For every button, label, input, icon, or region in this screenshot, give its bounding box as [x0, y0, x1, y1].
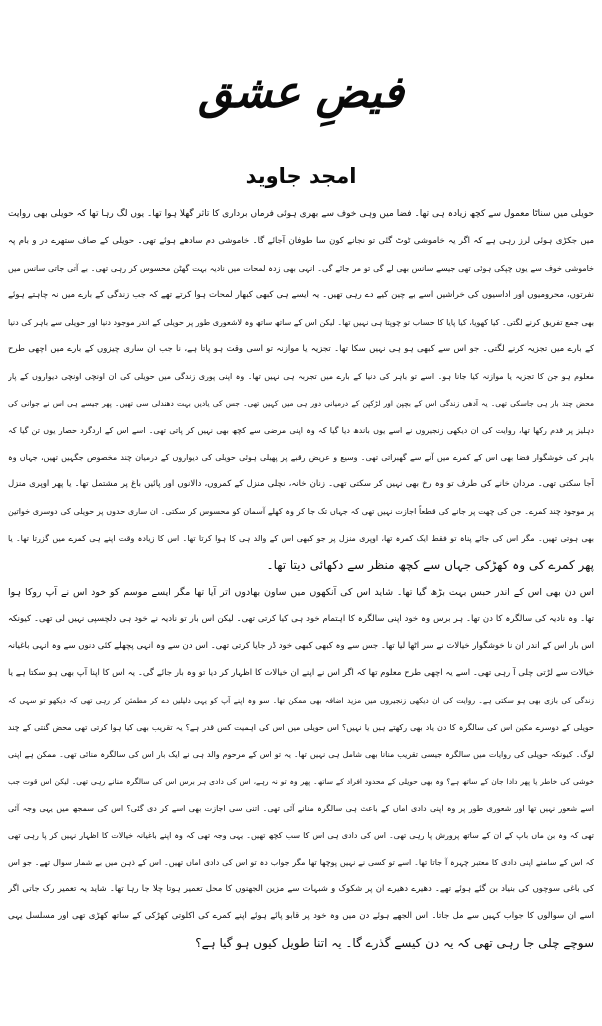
text-line: محض چند بار ہی جاسکی تھی۔ یہ آدھی زندگی اس کے بچپن اور لڑکپن کے درمیانی دور ہی میں کہیں تھی۔ جس کی یادیں بہت دھندلی سی تھیں۔ پھر جیسے ہی اس نے جوانی کی: [8, 399, 594, 408]
story-title: فیضِ عشق: [198, 67, 404, 118]
text-line: معلوم ہو جن کا تجزیہ یا موازنہ کیا جانا ہو۔ اسے تو باہر کی دنیا کے بارے میں تجربہ ہی نہیں تھا۔ وہ اپنی پوری زندگی میں حویلی کی ان اونچی اونچی دیواروں کے پار: [8, 372, 594, 381]
text-line: پھر کمرے کی وہ کھڑکی جہاں سے کچھ منظر سے دکھائی دیتا تھا۔: [266, 558, 594, 572]
paragraph: [8, 579, 594, 957]
text-line: لوگ۔ کیونکہ حویلی کی روایات میں سالگرہ جیسی تقریب منانا بھی شامل ہی نہیں تھا۔ یہ تو اس کے مرحوم والد ہی نے ایک بار اس کی سالگرہ منائی تھی۔ ممکن ہے اپنی: [8, 750, 594, 759]
text-line: کے بارے میں تجزیہ کرنے لگتی۔ جو اس سے کبھی ہو ہی نہیں سکا تھا۔ تجزیہ یا موازنہ تو اسی وقت ہو پاتا ہے، نا جب ان ساری چیزوں کے بارے میں اچھی طرح: [8, 344, 594, 354]
text-line: تھی کہ وہ بن ماں باپ کے ان کے ساتھ پرورش پا رہی تھی۔ اس کی دادی ہی اس کا سب کچھ تھیں۔ یہی وجہ تھی کہ وہ اپنے باغیانہ خیالات کا اظہار نہیں کر پا رہی تھی: [8, 831, 594, 840]
text-line: سوچے چلی جا رہی تھی کہ یہ دن کیسے گذرے گا۔ یہ اتنا طویل کیوں ہو گیا ہے؟: [195, 936, 594, 950]
text-line: اس دن بھی اس کے اندر حبس بہت بڑھ گیا تھا۔ شاید اس کی آنکھوں میں ساون بھادوں اتر آیا تھا مگر ایسے موسم کو خود اس نے آپ روکا ہوا: [8, 587, 594, 598]
text-line: خیالات سے لڑتی چلی آ رہی تھی۔ اسے یہ اچھی طرح معلوم تھا کہ اگر اس نے اپنے ان خیالات کا اظہار کر دیا تو وہ بار جائے گی۔ یہ اس کا اپنا آپ بھی ہو سکتا ہے یا: [8, 668, 594, 678]
text-line: اس بار اس کے اندر ان نا خوشگوار خیالات نے سر اٹھا لیا تھا۔ جس سے وہ کبھی کبھی خود ڈر جایا کرتی تھی۔ اس دن سے وہ انہی پچھلے کئی دنوں سے وہ انہی باغیانہ: [8, 641, 594, 651]
text-line: بھی ہوتی تھیں۔ مگر اس کی جائے پناہ تو فقط ایک کمرہ تھا، اوپری منزل پر جو کبھی اس کے والد ہی کا ہوا کرتا تھا۔ اس کا زیادہ وقت اپنے ہی کمرے میں گزرتا تھا۔ یا: [8, 534, 594, 543]
text-line: اسے ان سوالوں کا جواب کہیں سے مل جاتا۔ اس الجھے ہوئے دن میں وہ خود پر قابو پائے ہوئے اپنے کمرے کی اکلوتی کھڑکی کے ساتھ کھڑی تھی اور مسلسل یہی: [8, 911, 594, 921]
text-line: نفرتوں، محرومیوں اور اداسیوں کی خراشیں اسے بے چین کیے دے رہی تھیں۔ یہ ایسے ہی کبھی کبھار لمحات ہوا کرتے تھے کہ جب زندگی کے بارے میں نہ چاہتے ہوئے: [8, 290, 594, 300]
text-line: میں جکڑی ہوئی لرز رہی ہے کہ اگر یہ خاموشی ٹوٹ گئی تو نجانے کون سا طوفان آجائے گا۔ خاموشی دم سادھے ہوئے تھی۔ حویلی کے صاف ستھرے در و بام پہ: [8, 236, 594, 246]
text-line: بھی جمع تفریق کرنے لگتی۔ کیا کھویا، کیا پایا کا حساب تو چوپتا ہی نہیں تھا۔ لیکن اس کے ساتھ ساتھ وہ لاشعوری طور پر حویلی کے اندر موجود دنیا اور حویلی سے باہر کی دنیا: [8, 318, 594, 327]
text-line: تھا۔ وہ نادیہ کی سالگرہ کا دن تھا۔ ہر برس وہ خود اپنی سالگرہ کا اہتمام خود ہی کیا کرتی تھی۔ لیکن اس بار تو نادیہ نے خود ہی دلچسپی نہیں لی تھی۔ کیونکہ: [8, 614, 594, 624]
text-line: کی باغی سوچوں کی بنیاد بن گئے ہوئے تھے۔ دھیرے دھیرے ان پر شکوک و شبہات سے مزین الجھنوں کا محل تعمیر ہوتا چلا جا رہا تھا۔ شاید یہ تعمیر رک جاتی اگر: [8, 884, 594, 894]
text-line: آجا سکتی تھی۔ مردان خانے کی طرف تو وہ رخ بھی نہیں کر سکتی تھی۔ زنان خانہ، نچلی منزل کے کمروں، دالانوں اور پائیں باغ پر مشتمل تھا۔ یا پھر اوپری منزل: [8, 479, 594, 489]
text-line: کہ اس کے سامنے اپنی دادی کا معتبر چہرہ آ جاتا تھا۔ اسے تو کسی نے نہیں پوچھا تھا مگر جواب دہ تو اس کی دادی اماں تھیں۔ اس کے ذہن میں بے شمار سوال تھے۔ جو اس: [8, 858, 594, 867]
text-line: حویلی میں سناٹا معمول سے کچھ زیادہ ہی تھا۔ فضا میں وہی خوف سے بھری ہوئی فرماں برداری کا تاثر گھلا ہوا تھا۔ یوں لگ رہا تھا کہ حویلی بھی روایت: [8, 209, 594, 219]
text-line: اسے شعور نہیں تھا اور شعوری طور پر وہ اپنی دادی اماں کے باعث ہی سالگرہ منانے آئی تھی۔ اتنی سی اجازت بھی اسے کر دی گئی؟ اس کی سمجھ میں یہی وجہ آئی: [8, 804, 594, 813]
text-line: باہر کی خوشگوار فضا بھی اس کے کمرے میں آنے سے گھبراتی تھی۔ وسیع و عریض رقبے پر پھیلی ہوئی حویلی کی دیواروں کے درمیان چند مخصوص جگہیں تھیں، جہاں وہ: [8, 453, 594, 462]
text-line: حویلی کے دوسرے مکین اس کی سالگرہ کا دن یاد بھی رکھتے ہیں یا نہیں؟ اس حویلی میں اس کی اہمیت کس قدر ہے؟ یہ تقریب بھی کیا ہوا کرتی تھی محض گنتی کے چند: [8, 723, 594, 732]
text-line: خاموشی خوف سے یوں چپکی ہوئی تھی جیسے سانس بھی لے گی تو مر جائے گی۔ انہی بھی زدہ لمحات میں نادیہ بہت گھٹن محسوس کر رہی تھی۔ بے آتی جاتی سانس میں: [8, 264, 594, 273]
story-body: [8, 201, 594, 1018]
author-name: امجد جاوید: [245, 164, 357, 188]
text-line: خوشی کی خاطر یا پھر دادا جان کے ساتھ ہے؟ وہ بھی حویلی کے محدود افراد کے ساتھ۔ پھر وہ تو نہ رہے، اس کی دادی ہر برس اس کی سالگرہ منانے رہی تھی۔ لیکن اس قوت جب: [8, 777, 594, 786]
text-line: دہلیز پر قدم رکھا تھا، روایت کی ان دیکھی زنجیروں نے اسے یوں باندھ دیا گیا کہ وہ اپنی مرضی سے کچھ بھی نہیں کر پاتی تھی۔ اسے اس کے اردگرد حصار یوں تن گیا کہ: [8, 426, 594, 435]
text-line: پر موجود چند کمرے۔ جن کی چھت پر جانے کی قطعاً اجازت نہیں تھی کہ جہاں تک جا کر وہ کھلے آسمان کو محسوس کر سکتی۔ ان ساری حدوں پر حویلی کی دوسری خواتین: [8, 507, 594, 516]
text-line: زندگی کی بازی بھی ہو سکتی ہے۔ روایت کی ان دیکھی زنجیروں میں مزید اضافہ بھی ممکن تھا۔ سو وہ اپنے آپ کو یہی دلیلیں دے کر مطمئن کر رہی تھی کہ دیکھو تو سہی کہ: [8, 696, 594, 705]
paragraph: [8, 201, 594, 579]
